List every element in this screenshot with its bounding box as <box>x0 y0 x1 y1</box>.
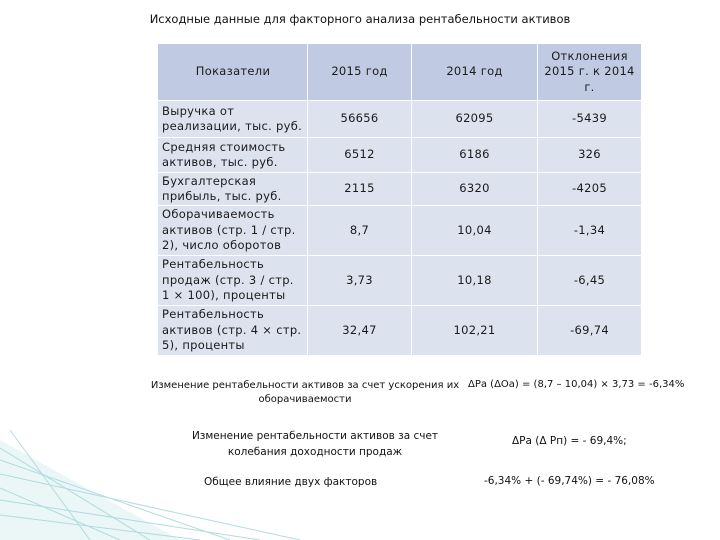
cell-deviation: -69,74 <box>538 306 642 356</box>
header-2014: 2014 год <box>412 44 538 101</box>
turnover-effect-label: Изменение рентабельности активов за счет ускорения их оборачиваемости <box>150 380 460 405</box>
row-label: Рентабельность продаж (стр. 3 / стр. 1 × 100), проценты <box>158 256 308 306</box>
cell-2015: 3,73 <box>308 256 412 306</box>
cell-deviation: -5439 <box>538 101 642 138</box>
cell-2014: 6186 <box>412 138 538 173</box>
factor-analysis-table <box>157 43 642 356</box>
header-2015: 2015 год <box>308 44 412 101</box>
cell-2014: 10,18 <box>412 256 538 306</box>
table-row <box>158 173 642 206</box>
table-row <box>158 206 642 256</box>
cell-deviation: 326 <box>538 138 642 173</box>
cell-deviation: -6,45 <box>538 256 642 306</box>
cell-2014: 62095 <box>412 101 538 138</box>
cell-2015: 8,7 <box>308 206 412 256</box>
cell-2014: 10,04 <box>412 206 538 256</box>
header-indicators: Показатели <box>158 44 308 101</box>
row-label: Выручка от реализации, тыс. руб. <box>158 101 308 138</box>
table-row <box>158 138 642 173</box>
cell-2014: 102,21 <box>412 306 538 356</box>
row-label: Средняя стоимость активов, тыс. руб. <box>158 138 308 173</box>
table-row <box>158 306 642 356</box>
profitability-effect-formula: ΔРа (Δ Рп) = - 69,4%; <box>512 435 627 447</box>
cell-deviation: -1,34 <box>538 206 642 256</box>
table-row <box>158 101 642 138</box>
header-deviation: Отклонения 2015 г. к 2014 г. <box>538 44 642 101</box>
row-label: Бухгалтерская прибыль, тыс. руб. <box>158 173 308 206</box>
cell-deviation: -4205 <box>538 173 642 206</box>
turnover-effect-formula: ΔРа (ΔОа) = (8,7 – 10,04) × 3,73 = -6,34% <box>468 379 685 390</box>
table-row <box>158 256 642 306</box>
row-label: Оборачиваемость активов (стр. 1 / стр. 2), число оборотов <box>158 206 308 256</box>
total-effect-formula: -6,34% + (- 69,74%) = - 76,08% <box>484 475 655 487</box>
cell-2014: 6320 <box>412 173 538 206</box>
cell-2015: 56656 <box>308 101 412 138</box>
total-effect-label: Общее влияние двух факторов <box>204 476 378 488</box>
cell-2015: 6512 <box>308 138 412 173</box>
table-header-row <box>158 44 642 101</box>
row-label: Рентабельность активов (стр. 4 × стр. 5), проценты <box>158 306 308 356</box>
page-title: Исходные данные для факторного анализа рентабельности активов <box>149 12 571 26</box>
profitability-effect-label: Изменение рентабельности активов за счет колебания доходности продаж <box>191 430 439 458</box>
cell-2015: 32,47 <box>308 306 412 356</box>
cell-2015: 2115 <box>308 173 412 206</box>
